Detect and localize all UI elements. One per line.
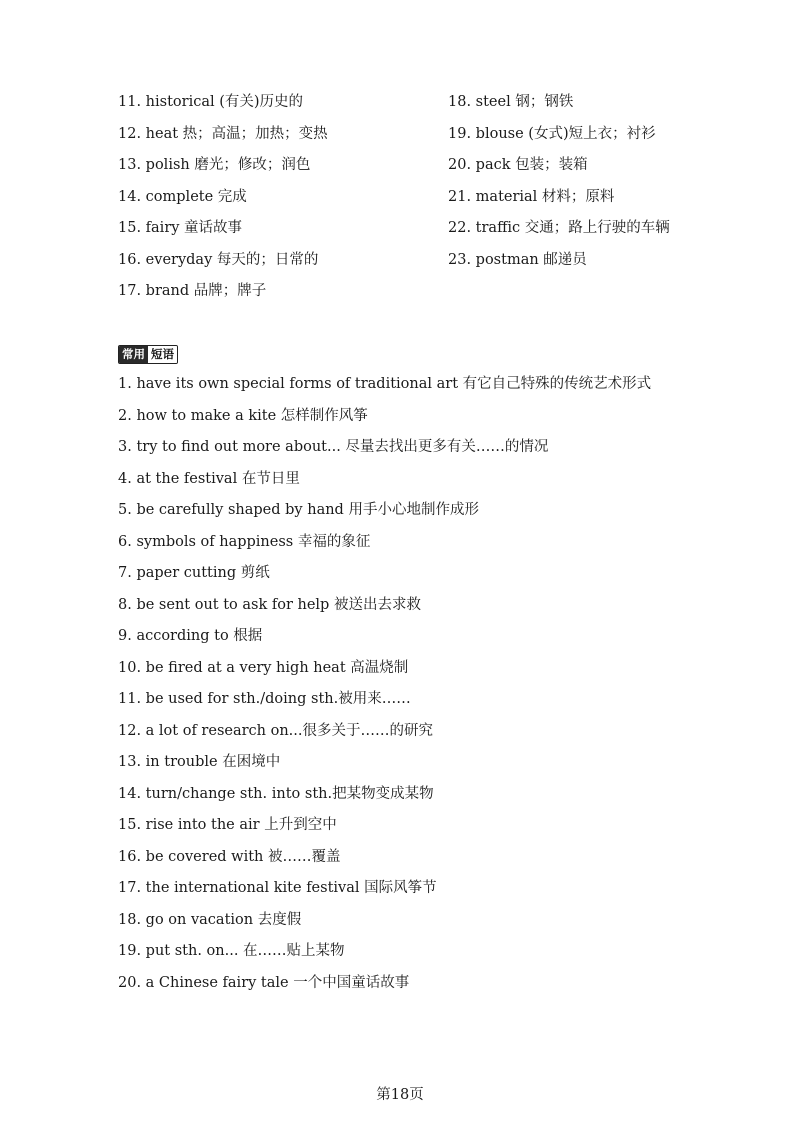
vocab-item: 18. steel 钢；钢铁 [448, 94, 574, 110]
vocab-item: 13. polish 磨光；修改；润色 [118, 157, 311, 173]
vocab-item: 17. brand 品牌；牌子 [118, 283, 267, 299]
vocab-item: 11. historical (有关)历史的 [118, 94, 304, 110]
phrase-item: 17. the international kite festival 国际风筝节 [118, 880, 437, 896]
page-number: 第18页 [376, 1087, 424, 1103]
vocab-item: 12. heat 热；高温；加热；变热 [118, 125, 328, 142]
phrase-item: 9. according to 根据 [118, 628, 263, 644]
phrase-item: 3. try to find out more about... 尽量去找出更多有关……的情况 [118, 439, 549, 455]
section-header-label-light: 短语 [148, 346, 177, 363]
phrase-item: 11. be used for sth./doing sth.被用来…… [118, 691, 411, 707]
phrase-item: 15. rise into the air 上升到空中 [118, 817, 337, 833]
vocab-item: 20. pack 包装；装箱 [448, 157, 588, 173]
phrase-item: 10. be fired at a very high heat 高温烧制 [118, 659, 409, 676]
phrase-item: 20. a Chinese fairy tale 一个中国童话故事 [118, 974, 410, 991]
section-header-common-phrases [118, 345, 178, 364]
phrase-item: 14. turn/change sth. into sth.把某物变成某物 [118, 785, 434, 802]
vocab-item: 15. fairy 童话故事 [118, 220, 243, 236]
vocabulary-column-left [118, 90, 448, 311]
phrase-item: 2. how to make a kite 怎样制作风筝 [118, 407, 368, 424]
phrase-item: 5. be carefully shaped by hand 用手小心地制作成形 [118, 502, 479, 518]
phrase-item: 8. be sent out to ask for help 被送出去求救 [118, 596, 421, 613]
phrase-item: 19. put sth. on... 在……贴上某物 [118, 943, 345, 959]
phrase-item: 7. paper cutting 剪纸 [118, 565, 270, 581]
phrase-item: 18. go on vacation 去度假 [118, 911, 302, 928]
vocab-item: 19. blouse (女式)短上衣；衬衫 [448, 125, 656, 142]
vocabulary-column-right [448, 90, 718, 311]
phrase-item: 13. in trouble 在困境中 [118, 754, 281, 770]
phrase-item: 4. at the festival 在节日里 [118, 470, 300, 487]
vocab-item: 16. everyday 每天的；日常的 [118, 251, 319, 268]
section-header-label-dark: 常用 [119, 346, 148, 363]
phrase-item: 16. be covered with 被……覆盖 [118, 848, 341, 865]
vocab-item: 23. postman 邮递员 [448, 251, 587, 268]
vocabulary-section [118, 90, 718, 311]
vocab-item: 14. complete 完成 [118, 188, 247, 205]
vocab-item: 22. traffic 交通；路上行驶的车辆 [448, 220, 670, 236]
vocab-item: 21. material 材料；原料 [448, 188, 615, 205]
phrase-item: 6. symbols of happiness 幸福的象征 [118, 533, 371, 550]
phrase-item: 1. have its own special forms of traditional art 有它自己特殊的传统艺术形式 [118, 376, 652, 392]
phrase-list [118, 372, 718, 1002]
phrase-item: 12. a lot of research on...很多关于……的研究 [118, 722, 434, 739]
